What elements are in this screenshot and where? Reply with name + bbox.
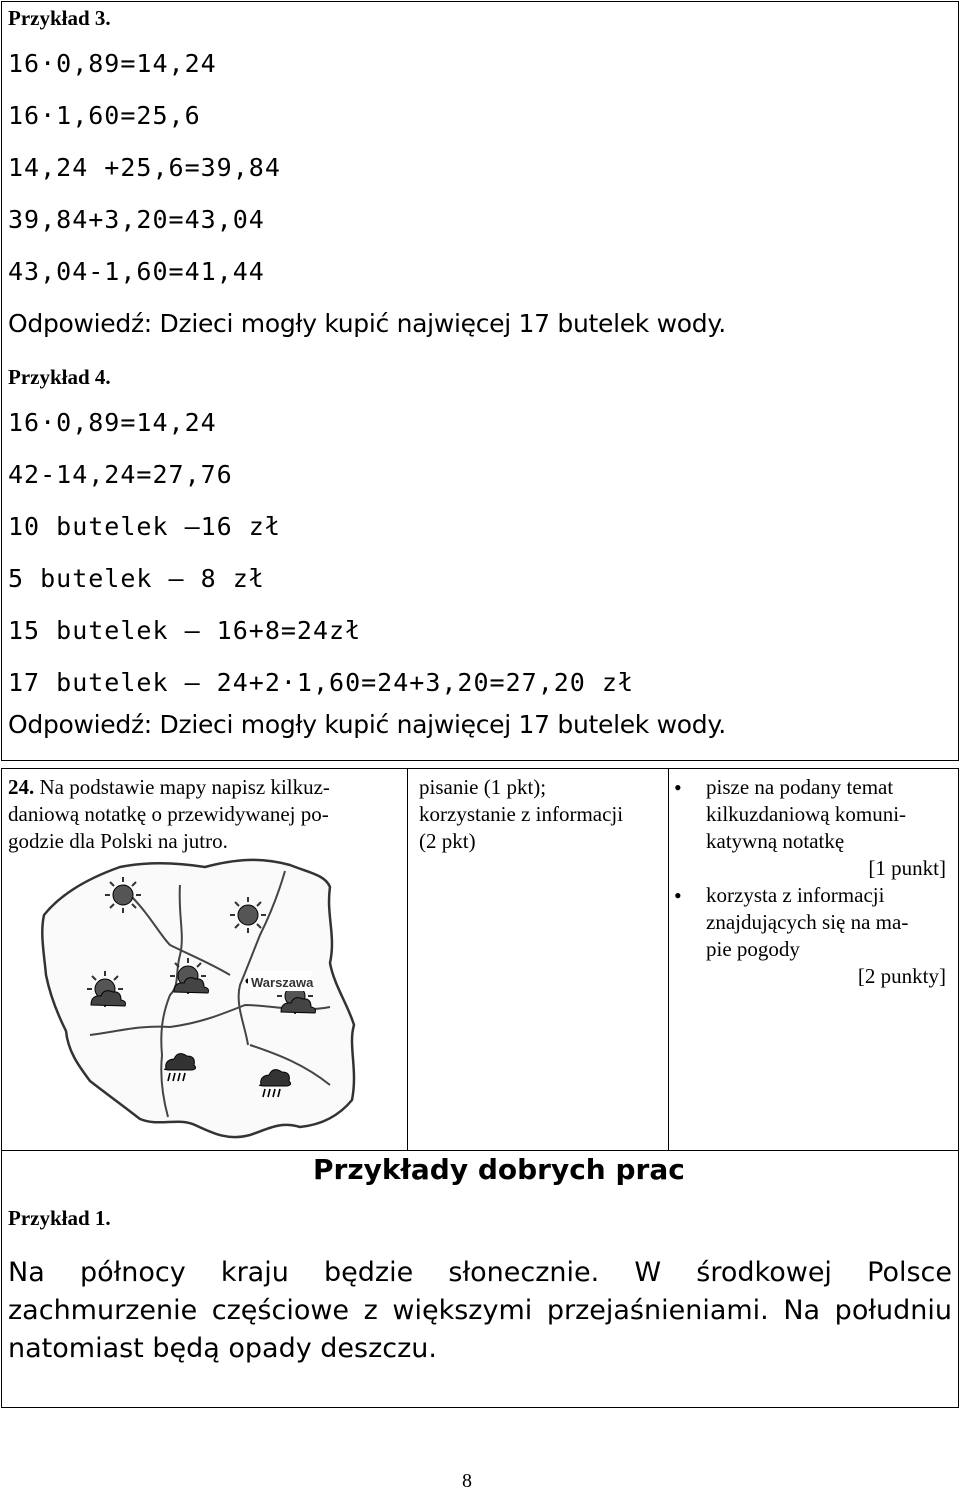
scoring-line: korzystanie z informacji (419, 802, 624, 826)
task-number: 24. (8, 775, 35, 799)
calc-line: 43,04-1,60=41,44 (8, 257, 265, 286)
criterion-points: [2 punkty] (857, 964, 946, 988)
scoring-text (419, 774, 664, 855)
criterion-line: • pisze na podany temat (706, 775, 894, 799)
calc-line: 5 butelek – 8 zł (8, 564, 265, 593)
criterion-line: kilkuzdaniową komuni- (706, 802, 907, 826)
weather-map (30, 855, 380, 1145)
criterion-line: katywną notatkę (706, 829, 845, 853)
calc-line: 10 butelek –16 zł (8, 512, 281, 541)
column-divider (668, 768, 669, 1151)
calc-line: 15 butelek – 16+8=24zł (8, 616, 362, 645)
example-1-label: Przykład 1. (8, 1206, 111, 1230)
criterion-line: znajdujących się na ma- (706, 910, 909, 934)
criterion-line: • korzysta z informacji (706, 883, 885, 907)
task-text-line: daniową notatkę o przewidywanej po- (8, 802, 329, 826)
task-text-line: godzie dla Polski na jutro. (8, 829, 228, 853)
example-4-label: Przykład 4. (8, 365, 111, 389)
page-number: 8 (462, 1470, 472, 1492)
criterion-points: [1 punkt] (868, 856, 946, 880)
example-3-label: Przykład 3. (8, 6, 111, 30)
criterion-item (670, 774, 946, 882)
criteria-list (670, 774, 946, 990)
task-description (8, 774, 400, 855)
calc-line: 16·0,89=14,24 (8, 408, 217, 437)
scoring-line: (2 pkt) (419, 829, 476, 853)
calc-line: 16·0,89=14,24 (8, 49, 217, 78)
column-divider (407, 768, 408, 1151)
example-1-text: Na północy kraju będzie słonecznie. W środkowej Polsce zachmurzenie częściowe z większymi przejaśnieniami. Na południu natomiast będą opady deszczu. (8, 1257, 952, 1364)
calc-line: 16·1,60=25,6 (8, 101, 201, 130)
calc-line: 39,84+3,20=43,04 (8, 205, 265, 234)
scoring-line: pisanie (1 pkt); (419, 775, 547, 799)
task-text-line: Na podstawie mapy napisz kilkuz- (34, 775, 330, 799)
criterion-item (670, 882, 946, 990)
calc-line: 17 butelek – 24+2·1,60=24+3,20=27,20 zł (8, 668, 634, 697)
calc-line: 14,24 +25,6=39,84 (8, 153, 281, 182)
section-title: Przykłady dobrych prac (313, 1153, 685, 1186)
calc-line: 42-14,24=27,76 (8, 460, 233, 489)
criterion-line: pie pogody (706, 937, 800, 961)
map-label-warszawa: Warszawa (251, 975, 314, 990)
example-4-answer: Odpowiedź: Dzieci mogły kupić najwięcej 17 butelek wody. (8, 710, 726, 739)
example-3-answer: Odpowiedź: Dzieci mogły kupić najwięcej 17 butelek wody. (8, 309, 726, 338)
